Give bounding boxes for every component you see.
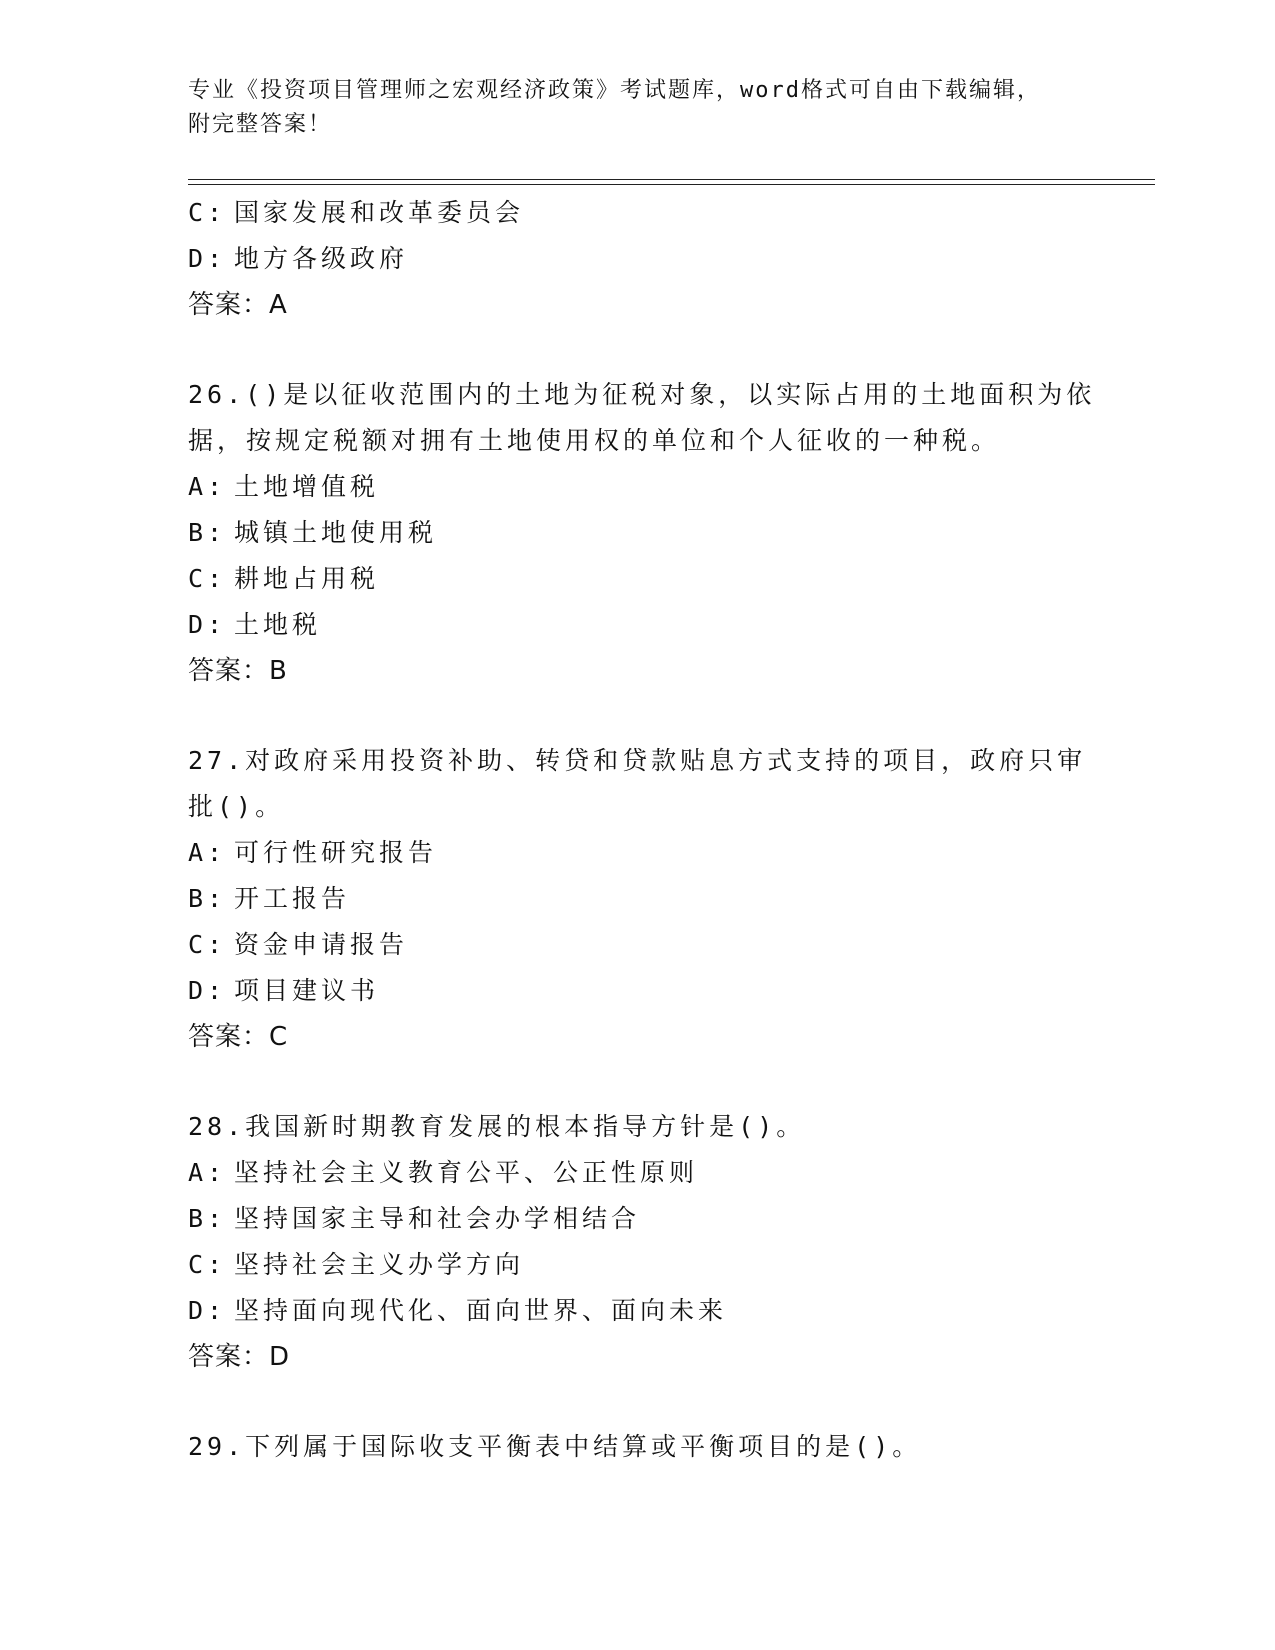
answer: 答案：A bbox=[188, 290, 288, 320]
header-line-1: 专业《投资项目管理师之宏观经济政策》考试题库，word格式可自由下载编辑， bbox=[188, 78, 1041, 103]
option-b: B: 坚持国家主导和社会办学相结合 bbox=[188, 1204, 641, 1233]
answer: 答案：C bbox=[188, 1022, 289, 1052]
question-list bbox=[188, 190, 1096, 1470]
question-stem: 28.我国新时期教育发展的根本指导方针是()。 bbox=[188, 1112, 806, 1141]
answer: 答案：D bbox=[188, 1342, 291, 1372]
header-divider-top bbox=[188, 179, 1155, 180]
question-stem: 26.()是以征收范围内的土地为征税对象，以实际占用的土地面积为依 bbox=[188, 380, 1096, 409]
option-c: C: 国家发展和改革委员会 bbox=[188, 198, 525, 227]
option-c: C: 坚持社会主义办学方向 bbox=[188, 1250, 525, 1279]
option-a: A: 坚持社会主义教育公平、公正性原则 bbox=[188, 1158, 699, 1187]
option-a: A: 可行性研究报告 bbox=[188, 838, 438, 867]
question-stem: 27.对政府采用投资补助、转贷和贷款贴息方式支持的项目，政府只审 bbox=[188, 746, 1087, 775]
question-29 bbox=[188, 1424, 1088, 1470]
question-28 bbox=[188, 1104, 1088, 1380]
option-d: D: 土地税 bbox=[188, 610, 322, 639]
option-a: A: 土地增值税 bbox=[188, 472, 380, 501]
option-b: B: 城镇土地使用税 bbox=[188, 518, 438, 547]
question-stem: 据，按规定税额对拥有土地使用权的单位和个人征收的一种税。 bbox=[188, 426, 1001, 455]
option-b: B: 开工报告 bbox=[188, 884, 351, 913]
document-header bbox=[188, 74, 1068, 142]
previous-question-tail bbox=[188, 190, 1088, 328]
header-line-2: 附完整答案！ bbox=[188, 112, 333, 137]
answer: 答案：B bbox=[188, 656, 288, 686]
header-divider-bottom bbox=[188, 184, 1155, 185]
question-stem: 批()。 bbox=[188, 792, 285, 821]
question-27 bbox=[188, 738, 1088, 1060]
option-d: D: 项目建议书 bbox=[188, 976, 380, 1005]
option-d: D: 地方各级政府 bbox=[188, 244, 409, 273]
option-c: C: 资金申请报告 bbox=[188, 930, 409, 959]
option-c: C: 耕地占用税 bbox=[188, 564, 380, 593]
question-26 bbox=[188, 372, 1096, 694]
option-d: D: 坚持面向现代化、面向世界、面向未来 bbox=[188, 1296, 728, 1325]
question-stem: 29.下列属于国际收支平衡表中结算或平衡项目的是()。 bbox=[188, 1432, 922, 1461]
